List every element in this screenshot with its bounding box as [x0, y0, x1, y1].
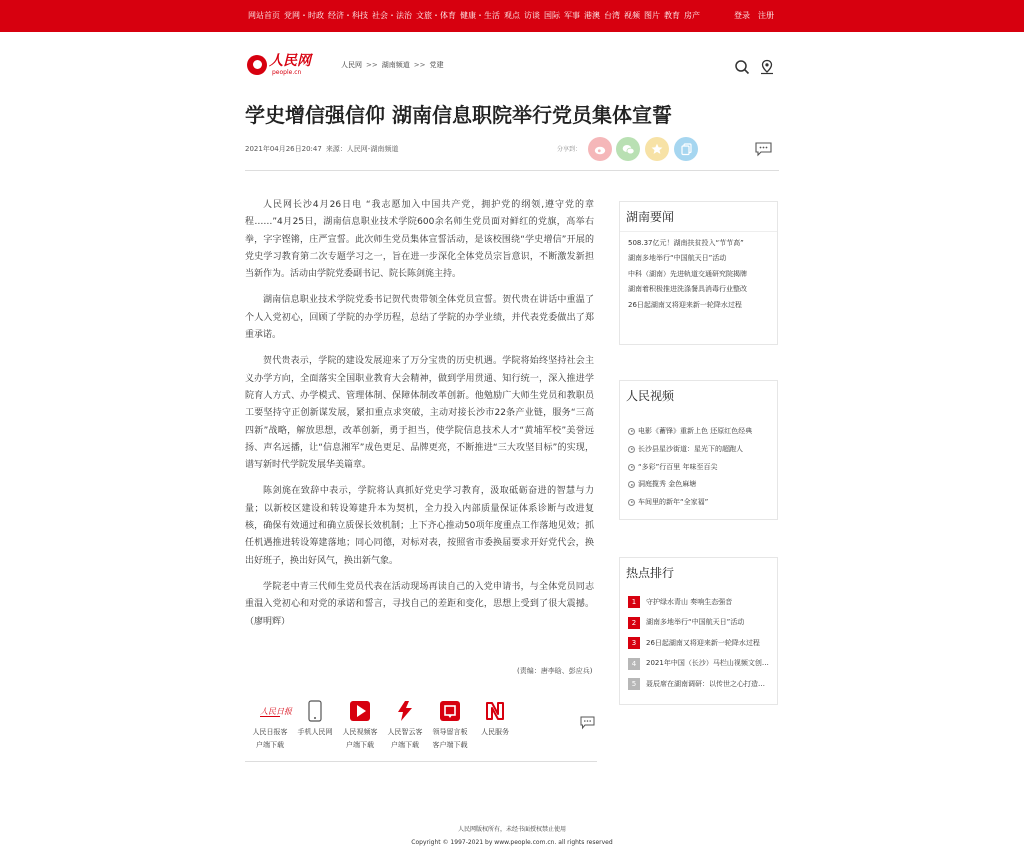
account-links	[734, 10, 774, 22]
rank-item[interactable]	[628, 658, 777, 670]
comment-icon[interactable]	[580, 716, 595, 729]
list-item[interactable]	[628, 427, 777, 436]
article-body	[245, 197, 594, 640]
editor-credit: (责编：唐李晗、彭应兵)	[517, 667, 593, 675]
people-daily-icon	[259, 700, 292, 722]
location-icon[interactable]	[759, 59, 775, 75]
app-label: 领导留言板	[432, 728, 468, 736]
title-divider	[245, 170, 779, 171]
app-label: 客户端下载	[432, 741, 468, 749]
list-item[interactable]	[628, 498, 777, 507]
app-download-row	[248, 700, 518, 752]
rank-item[interactable]	[628, 637, 777, 649]
logo-name: 人民网	[269, 53, 311, 69]
rank-item-label: 湖南多地举行“中国航天日”活动	[646, 618, 745, 627]
article-meta	[245, 145, 398, 154]
play-icon	[628, 481, 635, 488]
app-download-people-video[interactable]	[338, 700, 382, 752]
app-label: 人民视频客	[342, 728, 378, 736]
app-label: 人民日报客	[252, 728, 288, 736]
video-item-label: 洞庭揽秀 金色麻塘	[638, 480, 697, 489]
rank-item-label: 守护绿水青山 奏响生态强音	[646, 597, 733, 606]
nav-link[interactable]: 观点	[504, 11, 520, 20]
video-item-label: 车间里的新年“全家福”	[638, 498, 709, 507]
app-download-mobile[interactable]	[293, 700, 337, 752]
nav-link[interactable]: 文旅・体育	[416, 11, 456, 20]
article-paragraph: 湖南信息职业技术学院党委书记贺代贵带领全体党员宣誓。贺代贵在讲话中重温了个人入党初心，回顾了学院的办学历程，总结了学院的办学业绩，并代表党委做出了郑重承诺。	[245, 295, 594, 341]
breadcrumb-section[interactable]: 党建	[429, 61, 444, 69]
hunan-news-title[interactable]: 湖南要闻	[620, 202, 777, 232]
share-weibo-button[interactable]	[588, 137, 612, 161]
video-play-icon	[349, 700, 371, 722]
rank-item-label: 26日起湖南又将迎来新一轮降水过程	[646, 638, 760, 647]
mobile-phone-icon	[304, 700, 326, 722]
list-item[interactable]	[628, 445, 777, 454]
register-link[interactable]: 注册	[758, 11, 774, 20]
app-download-zhiyun[interactable]	[383, 700, 427, 752]
nav-link[interactable]: 图片	[644, 11, 660, 20]
breadcrumb-separator: >>	[366, 61, 378, 69]
breadcrumb-home[interactable]: 人民网	[341, 61, 362, 69]
nav-link[interactable]: 党网・时政	[284, 11, 324, 20]
nav-link[interactable]: 港澳	[584, 11, 600, 20]
nav-link[interactable]: 访谈	[524, 11, 540, 20]
video-item-label: “多彩”行百里 年味至百尖	[638, 462, 718, 471]
share-copy-button[interactable]	[674, 137, 698, 161]
logo-emblem-icon	[247, 55, 267, 75]
nav-link[interactable]: 视频	[624, 11, 640, 20]
app-label: 户端下载	[391, 741, 419, 749]
rank-number: 2	[628, 617, 640, 629]
nav-link[interactable]: 国际	[544, 11, 560, 20]
people-service-icon	[484, 700, 506, 722]
article-paragraph: 贺代贵表示，学院的建设发展迎来了万分宝贵的历史机遇。学院将始终坚持社会主义办学方向，全面落实全国职业教育大会精神，做到学用贯通、知行统一，深入推进学院育人方式、办学模式、管理体制、保障体制改革创新。他勉励广大师生党员和教职员工要坚持守正创新谋发展，紧扣重点求突破，主动对接长沙市22条产业链，服务“三高四新”战略，解放思想，改革创新，勇于担当，使学院信息技术人才“黄埔军校”美誉远扬、声名远播，让“信息湘军”成色更足、品牌更亮，不断推进“三大攻坚目标”的实现，谱写新时代学院发展华美篇章。	[245, 356, 594, 471]
article-title: 学史增信强信仰 湖南信息职院举行党员集体宣誓	[245, 103, 672, 127]
play-icon	[628, 499, 635, 506]
nav-link[interactable]: 军事	[564, 11, 580, 20]
rank-item[interactable]	[628, 678, 777, 690]
nav-link[interactable]: 房产	[684, 11, 700, 20]
comment-icon[interactable]	[755, 142, 772, 156]
svg-text:人民日报: 人民日报	[260, 707, 292, 716]
rank-number: 5	[628, 678, 640, 690]
video-item-label: 电影《蓄锋》重新上色 还原红色经典	[638, 427, 753, 435]
app-label: 人民智云客	[387, 728, 423, 736]
message-board-icon	[439, 700, 461, 722]
footer-copyright: Copyright © 1997-2021 by www.people.com.cn. all rights reserved	[411, 839, 613, 846]
wechat-icon	[622, 144, 635, 155]
apps-divider	[245, 761, 597, 762]
hot-ranking-box	[619, 557, 778, 705]
list-item[interactable]	[628, 463, 777, 472]
article-source[interactable]: 来源：人民网-湖南频道	[325, 145, 399, 153]
list-item[interactable]: 中科（湖南）先进轨道交通研究院揭牌	[628, 269, 747, 278]
play-icon	[628, 446, 635, 453]
nav-link[interactable]: 网站首页	[248, 11, 280, 20]
footer-copyright-notice: 人民网版权所有，未经书面授权禁止使用	[457, 826, 566, 833]
rank-item[interactable]	[628, 596, 777, 608]
play-icon	[628, 464, 635, 471]
copy-icon	[681, 143, 692, 155]
app-label: 户端下载	[256, 741, 284, 749]
list-item[interactable]: 508.37亿元！湖南扶贫投入“节节高”	[628, 239, 744, 247]
rank-number: 3	[628, 637, 640, 649]
search-icon[interactable]	[734, 59, 750, 75]
share-qzone-button[interactable]	[645, 137, 669, 161]
zhiyun-icon	[394, 700, 416, 722]
weibo-icon	[594, 144, 607, 155]
people-video-title[interactable]: 人民视频	[626, 389, 675, 403]
app-download-message-board[interactable]	[428, 700, 472, 752]
breadcrumb-channel[interactable]: 湖南频道	[381, 61, 410, 69]
nav-link[interactable]: 社会・法治	[372, 11, 412, 20]
nav-link[interactable]: 教育	[664, 11, 680, 20]
login-link[interactable]: 登录	[734, 11, 750, 20]
breadcrumb	[341, 61, 443, 70]
list-item[interactable]: 26日起湖南又将迎来新一轮降水过程	[628, 300, 742, 309]
nav-link[interactable]: 经济・科技	[328, 11, 368, 20]
nav-link[interactable]: 健康・生活	[460, 11, 500, 20]
article-paragraph: 学院老中青三代师生党员代表在活动现场再读自己的入党申请书，与全体党员同志重温入党初心和对党的承诺和誓言，寻找自己的差距和变化，思想上受到了很大震撼。（廖明辉）	[245, 581, 594, 627]
play-icon	[628, 428, 635, 435]
star-icon	[651, 143, 663, 155]
hot-ranking-title[interactable]: 热点排行	[626, 566, 675, 580]
top-nav-links	[248, 10, 704, 22]
list-item[interactable]	[628, 480, 777, 489]
app-label: 户端下载	[346, 741, 374, 749]
rank-item-label: 2021年中国（长沙）马栏山视频文创…	[646, 659, 769, 668]
hunan-news-box	[619, 201, 778, 345]
breadcrumb-separator: >>	[413, 61, 426, 69]
publish-date: 2021年04月26日20:47	[245, 145, 322, 153]
app-download-people-service[interactable]	[473, 700, 517, 752]
app-label: 人民服务	[481, 728, 509, 736]
share-label: 分享到：	[557, 146, 582, 153]
share-wechat-button[interactable]	[616, 137, 640, 161]
rank-number: 4	[628, 658, 640, 670]
logo-url: people.cn	[272, 69, 302, 76]
list-item[interactable]: 湖南多地举行“中国航天日”活动	[628, 254, 727, 263]
app-download-people-daily[interactable]	[248, 700, 292, 752]
article-paragraph: 人民网长沙4月26日电 “我志愿加入中国共产党，拥护党的纲领,遵守党的章程……”4月25日，湖南信息职业技术学院600余名师生党员面对鲜红的党旗，高举右拳，字字铿锵，庄严宣誓。此次师生党员集体宣誓活动，是该校围绕“学史增信”开展的党史学习教育第二次专题学习之一，旨在进一步深化全体党员宗旨意识，不断激发新担当新作为。活动由学院党委副书记、院长陈剑旄主持。	[245, 200, 594, 280]
nav-link[interactable]: 台湾	[604, 11, 620, 20]
rank-number: 1	[628, 596, 640, 608]
rank-item[interactable]	[628, 617, 777, 629]
people-logo[interactable]	[247, 53, 311, 79]
app-label: 手机人民网	[297, 728, 333, 736]
list-item[interactable]: 湖南着积极推进洗涤餐具消毒行业整改	[628, 285, 747, 294]
video-item-label: 长沙县星沙街道：星光下的超跑人	[638, 444, 743, 453]
rank-item-label: 聂辰席在湖南调研：以传世之心打造…	[646, 679, 765, 688]
top-nav-bar	[0, 0, 1024, 32]
people-video-box	[619, 380, 778, 520]
article-paragraph: 陈剑旄在致辞中表示，学院将认真抓好党史学习教育，汲取砥砺奋进的智慧与力量；以新校区建设和转设筹建升本为契机，全力投入内部质量保证体系诊断与改进复核，确保有效通过和确立质保长效机制；上下齐心推动50项年度重点工作落地见效；抓任机遇推进转设筹建落地；同心同德，对标对表，按照省市委换届要求开好党代会，换出好班子，换出好风气，换出新气象。	[245, 486, 594, 566]
